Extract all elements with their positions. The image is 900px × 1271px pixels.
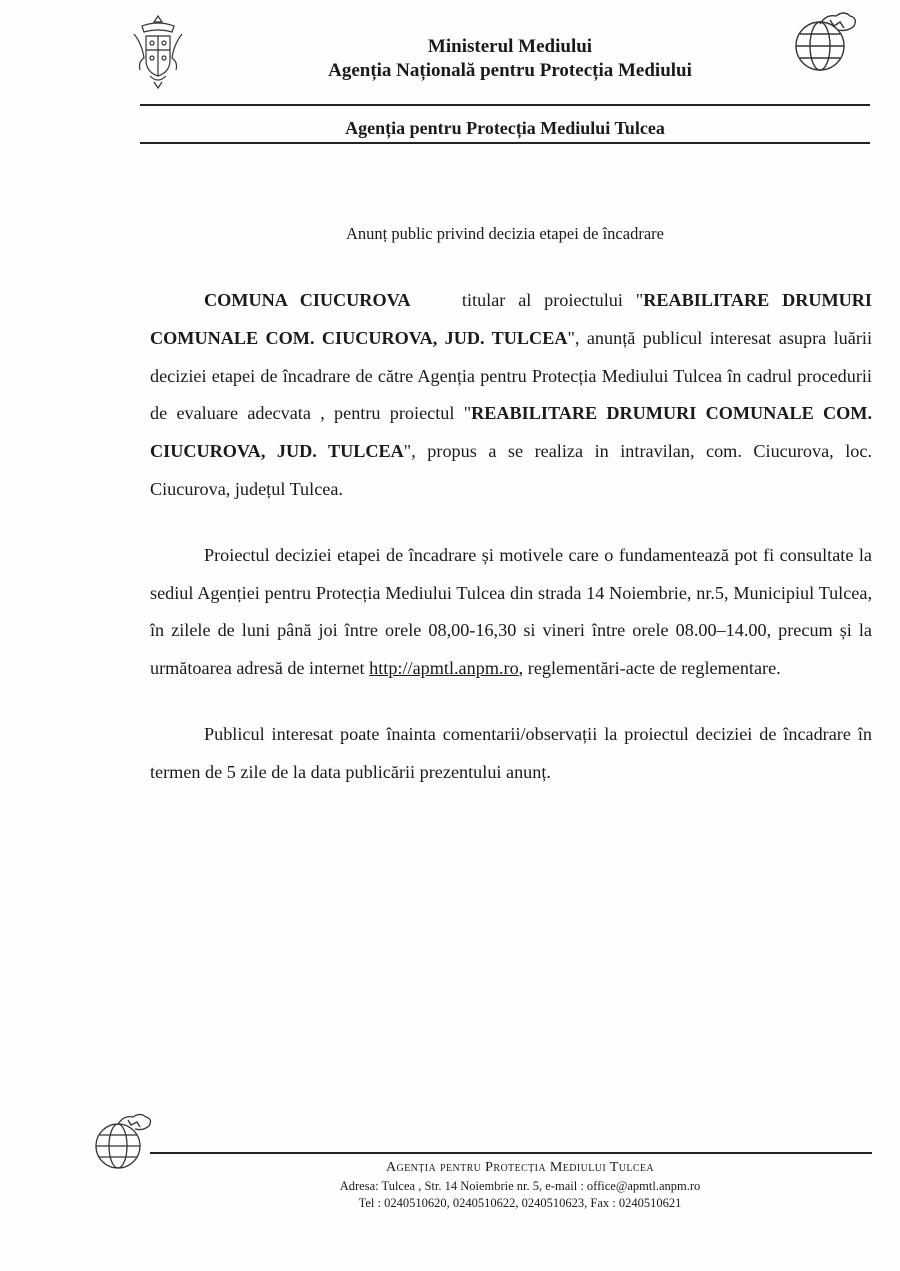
paragraph-3: Publicul interesat poate înainta comentarii/observații la proiectul deciziei de încadrare în termen de 5 zile de la data publicării prezentului anunț. — [150, 723, 872, 782]
p1-text-1: titular al proiectului " — [461, 290, 644, 310]
p2-text-2: , reglementări-acte de reglementare. — [518, 658, 781, 679]
coat-of-arms-icon — [128, 12, 188, 90]
header-divider-top — [140, 104, 870, 106]
paragraph-1 — [150, 282, 872, 509]
notice-title: Anunț public privind decizia etapei de încadrare — [346, 224, 664, 243]
p2-text-1: Proiectul deciziei etapei de încadrare și motivele care o fundamentează pot fi consultate la sediul Agenției pentru Protecția Mediului Tulcea din strada 14 Noiembrie, nr.5, Municipiul Tulcea, în zilele de luni până joi între orele 08,00-16,30 si vineri între orele 08.00–14.00, precum și la următoarea adresă de internet — [150, 544, 872, 679]
footer-agency-name: Agenția pentru Protecția Mediului Tulcea — [385, 1160, 655, 1175]
p1-text-2: ", anunță publicul interesat asupra luării deciziei etapei de încadrare de către Agenția pentru Protecția Mediului Tulcea în cadrul procedurii de evaluare adecvata , pentru proiectul " — [150, 327, 872, 424]
p1-text-3: ", propus a se realiza in intravilan, com. Ciucurova, loc. Ciucurova, județul Tulcea. — [150, 441, 872, 499]
footer-logo-icon — [90, 1112, 156, 1172]
notice-body — [150, 282, 872, 792]
project-name-repeat: REABILITARE DRUMURI COMUNALE COM. CIUCUROVA, JUD. TULCEA — [150, 403, 872, 462]
paragraph-2 — [150, 537, 872, 688]
agency-logo-icon — [790, 10, 862, 74]
footer-phones: Tel : 0240510620, 0240510622, 0240510623, Fax : 0240510621 — [358, 1196, 682, 1210]
project-name: REABILITARE DRUMURI COMUNALE COM. CIUCUROVA, JUD. TULCEA — [150, 290, 872, 348]
footer-address: Adresa: Tulcea , Str. 14 Noiembrie nr. 5, e-mail : office@apmtl.anpm.ro — [339, 1179, 701, 1193]
applicant-name: COMUNA CIUCUROVA — [204, 290, 411, 310]
agency-website-link[interactable]: http://apmtl.anpm.ro — [369, 658, 519, 679]
local-agency-name: Agenția pentru Protecția Mediului Tulcea — [345, 118, 665, 138]
national-agency-name: Agenția Națională pentru Protecția Mediului — [328, 60, 692, 81]
footer-divider — [150, 1152, 872, 1154]
header-divider-bottom — [140, 142, 870, 144]
ministry-name: Ministerul Mediului — [427, 36, 593, 57]
